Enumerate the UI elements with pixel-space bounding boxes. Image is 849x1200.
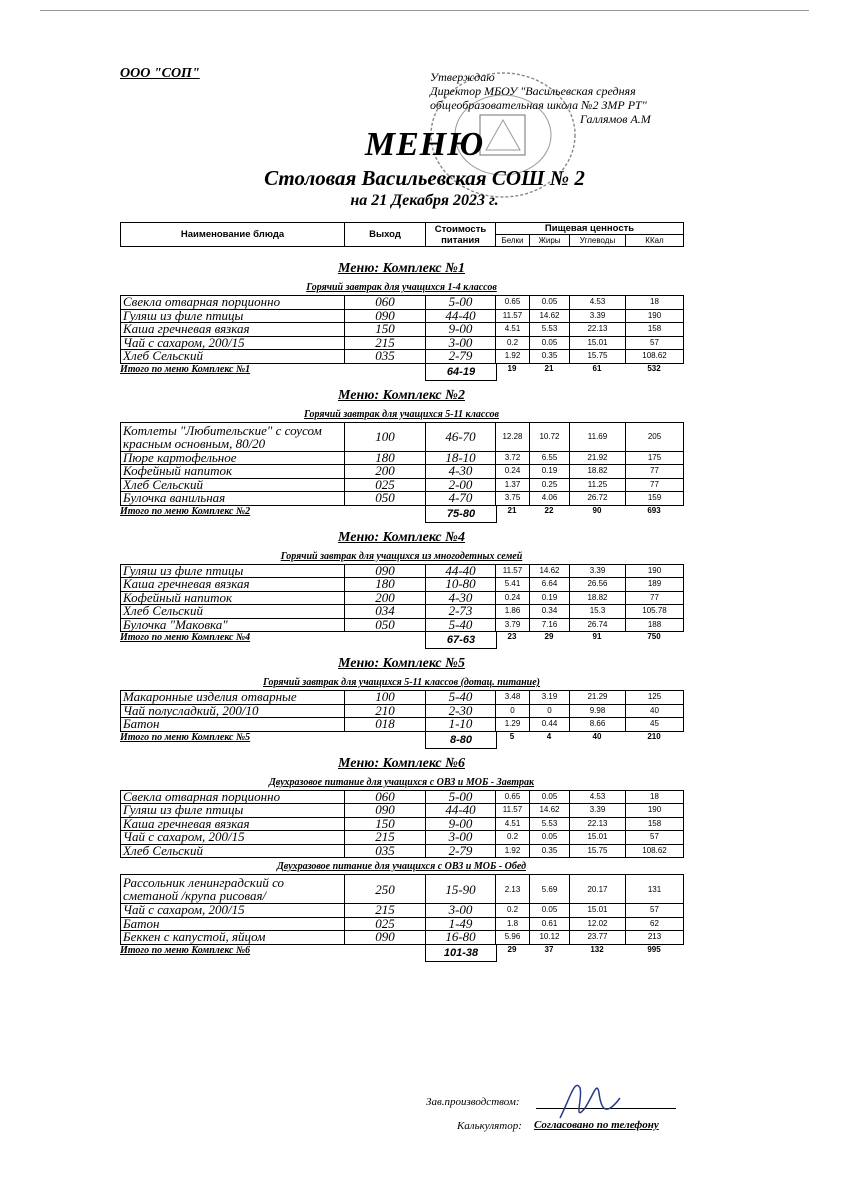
dish-kcal: 205 [626,422,684,451]
dish-name: Беккен с капустой, яйцом [121,931,345,945]
dish-proteins: 11.57 [496,564,530,578]
dish-carbs: 15.75 [570,844,626,858]
dish-proteins: 1.29 [496,718,530,732]
dish-kcal: 189 [626,578,684,592]
dish-cost: 44-40 [426,564,496,578]
dish-cost: 2-79 [426,844,496,858]
total-carbs: 90 [592,505,602,515]
dish-carbs: 3.39 [570,564,626,578]
dish-carbs: 15.01 [570,831,626,845]
dish-output: 090 [345,931,426,945]
dish-carbs: 3.39 [570,804,626,818]
dish-carbs: 21.92 [570,451,626,465]
total-kcal: 210 [647,731,661,741]
dish-kcal: 188 [626,618,684,632]
col-cost-header: Стоимость питания [426,223,496,247]
total-cost: 67-63 [425,632,497,649]
menu-date: на 21 Декабря 2023 г. [350,192,499,209]
col-name-header: Наименование блюда [121,223,345,247]
dish-proteins: 0.2 [496,904,530,918]
total-fats: 21 [544,363,554,373]
dish-kcal: 190 [626,309,684,323]
dish-name: Батон [121,718,345,732]
dish-kcal: 77 [626,591,684,605]
section-title: Меню: Комплекс №2 [338,387,465,403]
dish-name: Рассольник ленинградский со сметаной /крупа рисовая/ [121,875,345,904]
total-fats: 4 [546,731,552,741]
table-row [121,309,684,323]
dish-kcal: 57 [626,336,684,350]
table-row [121,591,684,605]
menu-table [120,564,684,633]
dish-carbs: 11.69 [570,422,626,451]
dish-fats: 14.62 [530,564,570,578]
dish-kcal: 190 [626,564,684,578]
col-nutrition-header: Пищевая ценность [496,223,684,235]
dish-output: 060 [345,790,426,804]
menu-content [120,255,683,963]
dish-fats: 0.19 [530,465,570,479]
dish-name: Булочка ванильная [121,492,345,506]
section-total [120,364,683,382]
dish-proteins: 0 [496,704,530,718]
dish-fats: 5.53 [530,323,570,337]
dish-name: Чай с сахаром, 200/15 [121,336,345,350]
table-row [121,451,684,465]
table-row [121,323,684,337]
dish-fats: 0.05 [530,790,570,804]
dish-kcal: 159 [626,492,684,506]
dish-carbs: 4.53 [570,296,626,310]
dish-carbs: 18.82 [570,465,626,479]
table-row [121,931,684,945]
dish-carbs: 3.39 [570,309,626,323]
dish-output: 250 [345,875,426,904]
col-fats-header: Жиры [530,235,570,247]
col-kcal-header: ККал [626,235,684,247]
calculator-label: Калькулятор: [457,1120,522,1132]
dish-name: Хлеб Сельский [121,844,345,858]
dish-fats: 0.05 [530,904,570,918]
dish-name: Хлеб Сельский [121,478,345,492]
dish-proteins: 1.92 [496,350,530,364]
dish-proteins: 12.28 [496,422,530,451]
dish-proteins: 0.2 [496,831,530,845]
approve-line: общеобразовательная школа №2 ЗМР РТ" [430,98,647,112]
dish-cost: 3-00 [426,904,496,918]
dish-output: 035 [345,350,426,364]
section-total [120,945,683,963]
calculator-value: Согласовано по телефону [534,1119,659,1131]
total-proteins: 23 [507,632,517,641]
dish-output: 200 [345,465,426,479]
dish-cost: 2-79 [426,350,496,364]
dish-name: Гуляш из филе птицы [121,804,345,818]
menu-table [120,874,684,945]
table-row [121,296,684,310]
table-row [121,605,684,619]
table-row [121,831,684,845]
dish-output: 050 [345,492,426,506]
dish-cost: 2-30 [426,704,496,718]
total-proteins: 21 [507,505,517,515]
total-label: Итого по меню Комплекс №6 [120,944,251,956]
dish-name: Каша гречневая вязкая [121,578,345,592]
dish-carbs: 18.82 [570,591,626,605]
dish-cost: 9-00 [426,817,496,831]
manager-label: Зав.производством: [426,1096,520,1108]
total-carbs: 91 [592,632,602,641]
total-carbs: 61 [592,363,602,373]
dish-output: 090 [345,804,426,818]
dish-cost: 3-00 [426,831,496,845]
dish-proteins: 1.8 [496,917,530,931]
dish-cost: 5-40 [426,618,496,632]
dish-output: 100 [345,691,426,705]
dish-carbs: 22.13 [570,817,626,831]
section-title: Меню: Комплекс №4 [338,529,465,545]
dish-kcal: 18 [626,296,684,310]
dish-name: Каша гречневая вязкая [121,323,345,337]
dish-cost: 5-00 [426,790,496,804]
dish-fats: 0.05 [530,831,570,845]
section-total [120,632,683,650]
column-header-table [120,222,684,247]
dish-cost: 4-70 [426,492,496,506]
table-row [121,704,684,718]
dish-cost: 18-10 [426,451,496,465]
dish-cost: 4-30 [426,591,496,605]
organization-name: ООО "СОП" [120,66,200,81]
dish-kcal: 108.62 [626,350,684,364]
dish-output: 034 [345,605,426,619]
dish-name: Гуляш из филе птицы [121,564,345,578]
menu-table [120,790,684,859]
table-row [121,618,684,632]
table-row [121,478,684,492]
table-row [121,691,684,705]
dish-fats: 0.34 [530,605,570,619]
dish-proteins: 2.13 [496,875,530,904]
dish-output: 215 [345,336,426,350]
total-fats: 29 [544,632,554,641]
total-cost: 101-38 [425,945,497,962]
dish-name: Кофейный напиток [121,465,345,479]
col-output-header: Выход [345,223,426,247]
dish-output: 180 [345,451,426,465]
dish-cost: 5-00 [426,296,496,310]
dish-name: Чай полусладкий, 200/10 [121,704,345,718]
table-row [121,564,684,578]
dish-fats: 0.05 [530,336,570,350]
dish-kcal: 57 [626,904,684,918]
dish-name: Батон [121,917,345,931]
dish-output: 025 [345,917,426,931]
dish-cost: 10-80 [426,578,496,592]
total-label: Итого по меню Комплекс №1 [120,363,251,375]
dish-cost: 16-80 [426,931,496,945]
dish-carbs: 26.56 [570,578,626,592]
table-row [121,350,684,364]
dish-output: 210 [345,704,426,718]
dish-output: 090 [345,309,426,323]
section-total [120,732,683,750]
dish-output: 180 [345,578,426,592]
dish-kcal: 18 [626,790,684,804]
dish-proteins: 0.65 [496,296,530,310]
dish-kcal: 62 [626,917,684,931]
dish-name: Булочка "Маковка" [121,618,345,632]
dish-kcal: 108.62 [626,844,684,858]
table-row [121,492,684,506]
table-row [121,904,684,918]
dish-proteins: 0.2 [496,336,530,350]
dish-proteins: 1.92 [496,844,530,858]
dish-fats: 14.62 [530,804,570,818]
section-title: Меню: Комплекс №6 [338,755,465,771]
dish-carbs: 11.25 [570,478,626,492]
dish-output: 018 [345,718,426,732]
group-subtitle: Двухразовое питание для учащихся с ОВЗ и МОБ - Обед [276,861,527,872]
dish-cost: 3-00 [426,336,496,350]
group-subtitle: Горячий завтрак для учащихся 1-4 классов [306,282,497,293]
menu-table [120,295,684,364]
dish-kcal: 213 [626,931,684,945]
dish-carbs: 21.29 [570,691,626,705]
director-name: Галлямов А.М [580,112,651,126]
section-title: Меню: Комплекс №5 [338,656,465,671]
dish-fats: 0.05 [530,296,570,310]
dish-name: Котлеты "Любительские" с соусом красным основным, 80/20 [121,422,345,451]
dish-kcal: 131 [626,875,684,904]
dish-proteins: 4.51 [496,817,530,831]
dish-output: 050 [345,618,426,632]
dish-name: Хлеб Сельский [121,605,345,619]
dish-proteins: 1.86 [496,605,530,619]
dish-cost: 1-10 [426,718,496,732]
col-proteins-header: Белки [496,235,530,247]
approve-line: Утверждаю [430,70,495,84]
total-cost: 8-80 [425,732,497,749]
dish-output: 025 [345,478,426,492]
table-row [121,844,684,858]
dish-fats: 5.53 [530,817,570,831]
dish-proteins: 5.41 [496,578,530,592]
dish-name: Каша гречневая вязкая [121,817,345,831]
dish-cost: 44-40 [426,804,496,818]
page-title: МЕНЮ [364,126,485,163]
table-row [121,804,684,818]
dish-fats: 14.62 [530,309,570,323]
table-row [121,790,684,804]
total-proteins: 19 [507,363,517,373]
dish-name: Пюре картофельное [121,451,345,465]
group-subtitle: Горячий завтрак для учащихся из многодетных семей [280,550,523,562]
dish-output: 060 [345,296,426,310]
school-name: Столовая Васильевская СОШ № 2 [264,166,585,190]
dish-cost: 1-49 [426,917,496,931]
dish-proteins: 4.51 [496,323,530,337]
dish-kcal: 40 [626,704,684,718]
dish-carbs: 22.13 [570,323,626,337]
section-total [120,506,683,524]
group-subtitle: Горячий завтрак для учащихся 5-11 классов (дотац. питание) [263,677,540,688]
dish-fats: 0.35 [530,350,570,364]
total-carbs: 132 [590,944,604,954]
dish-kcal: 77 [626,465,684,479]
dish-cost: 9-00 [426,323,496,337]
dish-cost: 46-70 [426,422,496,451]
dish-proteins: 3.72 [496,451,530,465]
dish-carbs: 15.01 [570,336,626,350]
dish-output: 215 [345,831,426,845]
group-subtitle: Горячий завтрак для учащихся 5-11 классов [303,408,500,420]
total-label: Итого по меню Комплекс №2 [120,505,251,517]
dish-cost: 5-40 [426,691,496,705]
dish-cost: 4-30 [426,465,496,479]
dish-fats: 0 [530,704,570,718]
dish-cost: 15-90 [426,875,496,904]
top-border-line [40,10,809,11]
table-row [121,718,684,732]
dish-fats: 3.19 [530,691,570,705]
col-carbs-header: Углеводы [570,235,626,247]
table-row [121,578,684,592]
dish-output: 035 [345,844,426,858]
dish-kcal: 190 [626,804,684,818]
dish-carbs: 12.02 [570,917,626,931]
dish-kcal: 57 [626,831,684,845]
dish-carbs: 15.3 [570,605,626,619]
dish-carbs: 26.74 [570,618,626,632]
dish-fats: 10.12 [530,931,570,945]
total-kcal: 750 [647,632,661,641]
dish-name: Свекла отварная порционно [121,790,345,804]
section-title: Меню: Комплекс №1 [338,261,465,276]
total-cost: 64-19 [425,364,497,381]
dish-kcal: 175 [626,451,684,465]
approval-block [430,70,651,126]
dish-fats: 5.69 [530,875,570,904]
dish-fats: 6.55 [530,451,570,465]
total-cost: 75-80 [425,506,497,523]
total-carbs: 40 [592,731,602,741]
dish-carbs: 23.77 [570,931,626,945]
menu-table [120,690,684,732]
dish-cost: 2-73 [426,605,496,619]
dish-carbs: 8.66 [570,718,626,732]
dish-carbs: 15.75 [570,350,626,364]
dish-output: 090 [345,564,426,578]
dish-kcal: 45 [626,718,684,732]
dish-proteins: 0.65 [496,790,530,804]
dish-name: Чай с сахаром, 200/15 [121,904,345,918]
dish-carbs: 9.98 [570,704,626,718]
dish-proteins: 5.96 [496,931,530,945]
dish-fats: 6.64 [530,578,570,592]
dish-carbs: 4.53 [570,790,626,804]
dish-proteins: 11.57 [496,804,530,818]
total-kcal: 693 [647,505,661,515]
dish-kcal: 125 [626,691,684,705]
dish-kcal: 158 [626,817,684,831]
total-label: Итого по меню Комплекс №5 [120,731,251,743]
dish-output: 200 [345,591,426,605]
total-fats: 22 [544,505,554,515]
dish-kcal: 77 [626,478,684,492]
menu-table [120,422,684,506]
dish-fats: 10.72 [530,422,570,451]
dish-carbs: 26.72 [570,492,626,506]
dish-kcal: 105.78 [626,605,684,619]
dish-name: Чай с сахаром, 200/15 [121,831,345,845]
dish-proteins: 0.24 [496,591,530,605]
dish-output: 150 [345,323,426,337]
total-fats: 37 [544,944,554,954]
dish-fats: 0.44 [530,718,570,732]
dish-proteins: 1.37 [496,478,530,492]
dish-proteins: 3.79 [496,618,530,632]
dish-fats: 0.25 [530,478,570,492]
dish-proteins: 11.57 [496,309,530,323]
approve-line: Директор МБОУ "Васильевская средняя [430,84,636,98]
dish-fats: 7.16 [530,618,570,632]
dish-fats: 0.61 [530,917,570,931]
dish-cost: 44-40 [426,309,496,323]
dish-name: Макаронные изделия отварные [121,691,345,705]
dish-output: 100 [345,422,426,451]
dish-fats: 0.19 [530,591,570,605]
dish-proteins: 0.24 [496,465,530,479]
total-proteins: 5 [509,731,515,741]
dish-fats: 4.06 [530,492,570,506]
group-subtitle: Двухразовое питание для учащихся с ОВЗ и МОБ - Завтрак [268,776,535,788]
table-row [121,422,684,451]
table-row [121,917,684,931]
dish-kcal: 158 [626,323,684,337]
dish-name: Хлеб Сельский [121,350,345,364]
total-kcal: 995 [647,944,661,954]
dish-name: Свекла отварная порционно [121,296,345,310]
total-proteins: 29 [507,944,517,954]
dish-carbs: 20.17 [570,875,626,904]
dish-name: Гуляш из филе птицы [121,309,345,323]
table-row [121,465,684,479]
table-row [121,817,684,831]
dish-proteins: 3.48 [496,691,530,705]
dish-fats: 0.35 [530,844,570,858]
dish-name: Кофейный напиток [121,591,345,605]
dish-cost: 2-00 [426,478,496,492]
dish-carbs: 15.01 [570,904,626,918]
dish-proteins: 3.75 [496,492,530,506]
total-kcal: 532 [647,363,661,373]
dish-output: 150 [345,817,426,831]
table-row [121,875,684,904]
table-row [121,336,684,350]
dish-output: 215 [345,904,426,918]
total-label: Итого по меню Комплекс №4 [120,632,251,643]
